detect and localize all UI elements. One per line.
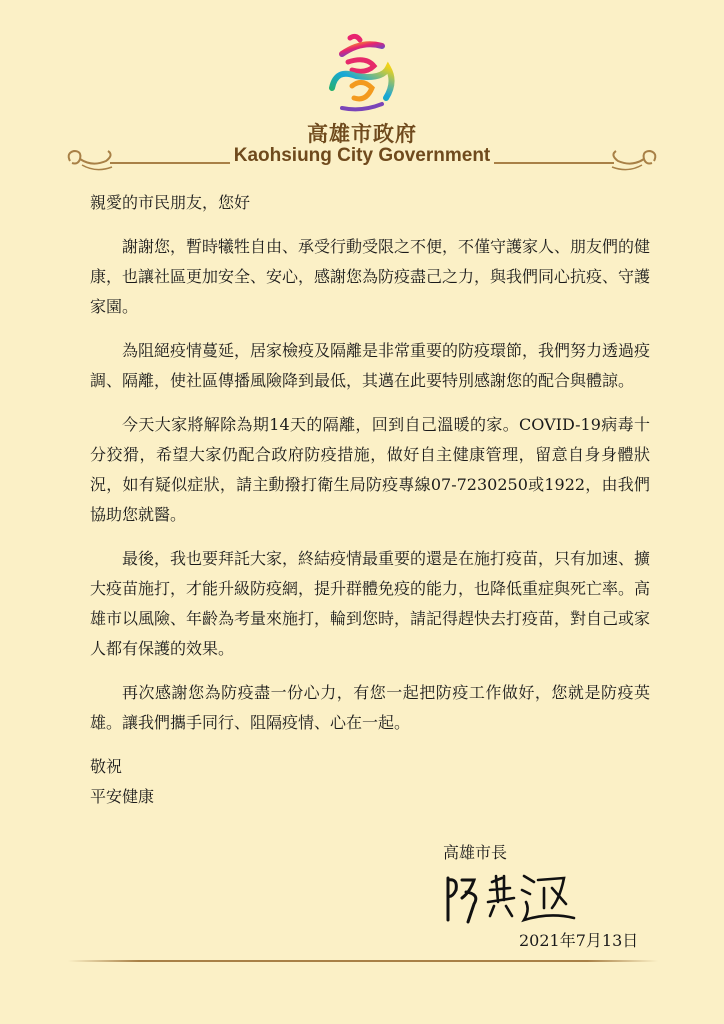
- org-name-zh: 高雄市政府: [307, 121, 417, 146]
- footer-divider: [68, 960, 658, 962]
- right-flourish-ornament-icon: [492, 145, 662, 175]
- kaohsiung-rainbow-logo-icon: [322, 32, 402, 114]
- closing-salutation: 敬祝: [90, 757, 123, 776]
- greeting: 親愛的市民朋友，您好: [90, 193, 251, 212]
- letter-date: 2021年7月13日: [519, 931, 639, 950]
- org-name-en: Kaohsiung City Government: [233, 145, 491, 166]
- closing-wish: 平安健康: [90, 787, 155, 806]
- paragraph-4: 最後，我也要拜託大家，終結疫情最重要的還是在施打疫苗，只有加速、擴大疫苗施打，才能升級防疫網，提升群體免疫的能力，也降低重症與死亡率。高雄市以風險、年齡為考量來施打，輪到您時，請記得趕快去打疫苗，對自己或家人都有保護的效果。: [90, 549, 651, 658]
- letterhead: [0, 0, 724, 180]
- paragraph-1: 謝謝您，暫時犧牲自由、承受行動受限之不便，不僅守護家人、朋友們的健康，也讓社區更加安全、安心，感謝您為防疫盡己之力，與我們同心抗疫、守護家園。: [90, 237, 651, 316]
- letter-body: [90, 188, 650, 812]
- signer-title: 高雄市長: [443, 843, 508, 862]
- left-flourish-ornament-icon: [62, 145, 232, 175]
- paragraph-3: 今天大家將解除為期14天的隔離，回到自己溫暖的家。COVID-19病毒十分狡猾，希望大家仍配合政府防疫措施，做好自主健康管理，留意自身身體狀況，如有疑似症狀，請主動撥打衛生局防疫專線07-7230250或1922，由我們協助您就醫。: [90, 415, 650, 524]
- paragraph-5: 再次感謝您為防疫盡一份心力，有您一起把防疫工作做好，您就是防疫英雄。讓我們攜手同行、阻隔疫情、心在一起。: [90, 683, 650, 732]
- closing: [90, 752, 650, 812]
- handwritten-signature-icon: [440, 868, 580, 928]
- paragraph-2: 為阻絕疫情蔓延，居家檢疫及隔離是非常重要的防疫環節，我們努力透過疫調、隔離，使社區傳播風險降到最低，其邁在此要特別感謝您的配合與體諒。: [90, 341, 651, 390]
